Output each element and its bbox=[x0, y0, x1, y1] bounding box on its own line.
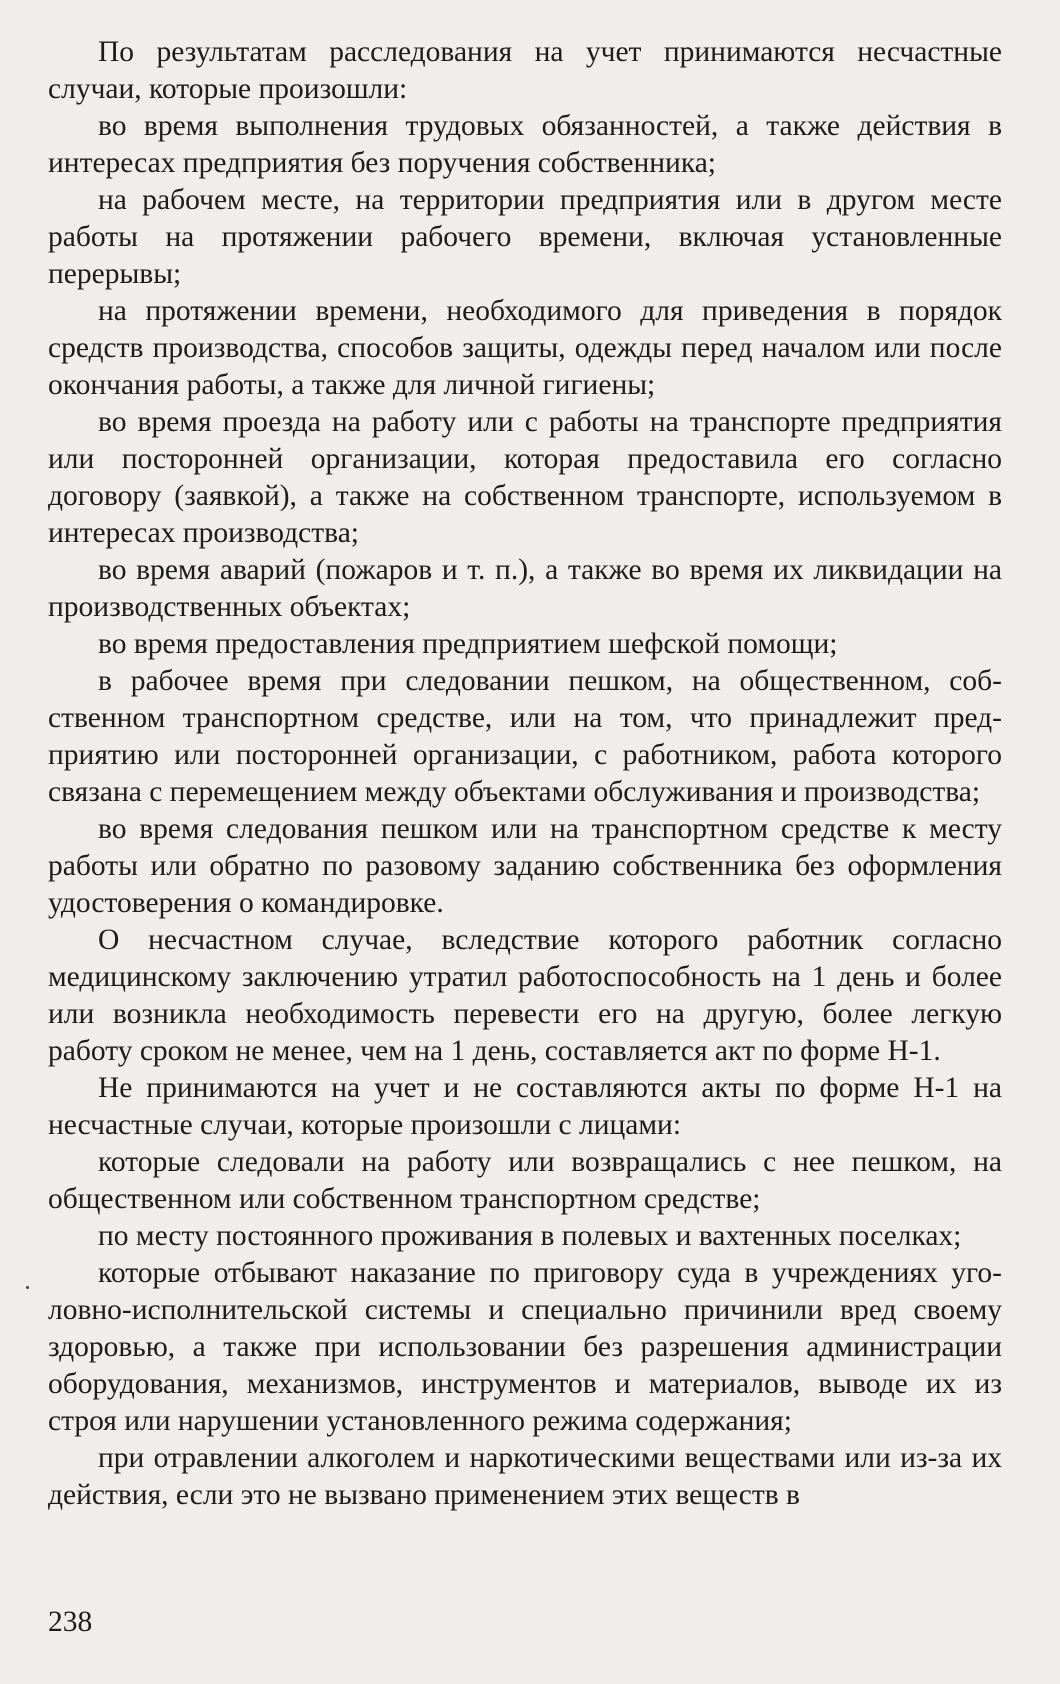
paragraph-list-item: на рабочем месте, на территории предприятия или в другом месте работы на протяжении рабочего времени, включая установленные перерывы; bbox=[48, 184, 1002, 290]
paragraph-form-n1: О несчастном случае, вследствие которого работник согласно медицинскому заключению утратил работоспособность на 1 день и более или возникла необходимость перевести его на другую, более легкую работу сроком не менее, чем на 1 день, составляется акт по форме Н-1. bbox=[48, 924, 1002, 1067]
paragraph-list-item: при отравлении алкоголем и наркотическими веществами или из-за их действия, если это не вызвано применением этих веществ в bbox=[48, 1442, 1002, 1511]
paragraph-list-item: по месту постоянного проживания в полевых и вахтенных поселках; bbox=[98, 1220, 962, 1252]
paragraph-list-item: в рабочее время при следовании пешком, на общественном, собственном транспортном средстве, или на том, что принадлежит предприятию или посторонней организации, с работником, работа которого связана с перемещением между объектами обслуживания и производства; bbox=[48, 665, 1002, 808]
paragraph-list-item: которые отбывают наказание по приговору суда в учреждениях уголовно-исполнительской системы и специально причинили вред своему здоровью, а также при использовании без разрешения администрации оборудования, механизмов, инструментов и материалов, выводе их из строя или нарушении установленного режима содержания; bbox=[48, 1257, 1002, 1437]
paragraph-list-item: во время выполнения трудовых обязанностей, а также действия в интересах предприятия без поручения собственника; bbox=[48, 110, 1002, 179]
paragraph-list-item: на протяжении времени, необходимого для приведения в порядок средств производства, способов защиты, одежды перед началом или после окончания работы, а также для личной гигиены; bbox=[48, 295, 1002, 401]
paragraph-list-item: во время аварий (пожаров и т. п.), а также во время их ликвидации на производственных объектах; bbox=[48, 554, 1002, 623]
paragraph-exclusions-intro: Не принимаются на учет и не составляются акты по форме Н-1 на несчастные случаи, которые произошли с лицами: bbox=[48, 1072, 1002, 1141]
page-text bbox=[48, 34, 1002, 1514]
paragraph-list-item: во время следования пешком или на транспортном средстве к месту работы или обратно по разовому заданию собственника без оформления удостоверения о командировке. bbox=[48, 813, 1002, 919]
print-speck bbox=[26, 1286, 29, 1289]
paragraph-intro: По результатам расследования на учет принимаются несчастные случаи, которые произошли: bbox=[48, 36, 1002, 105]
paragraph-list-item: которые следовали на работу или возвращались с нее пешком, на общественном или собственном транспортном средстве; bbox=[48, 1146, 1002, 1215]
paragraph-list-item: во время проезда на работу или с работы на транспорте предприятия или посторонней организации, которая предоставила его согласно договору (заявкой), а также на собственном транспорте, используемом в интересах производства; bbox=[48, 406, 1002, 549]
paragraph-list-item: во время предоставления предприятием шефской помощи; bbox=[98, 628, 838, 660]
page-number: 238 bbox=[48, 1606, 93, 1638]
